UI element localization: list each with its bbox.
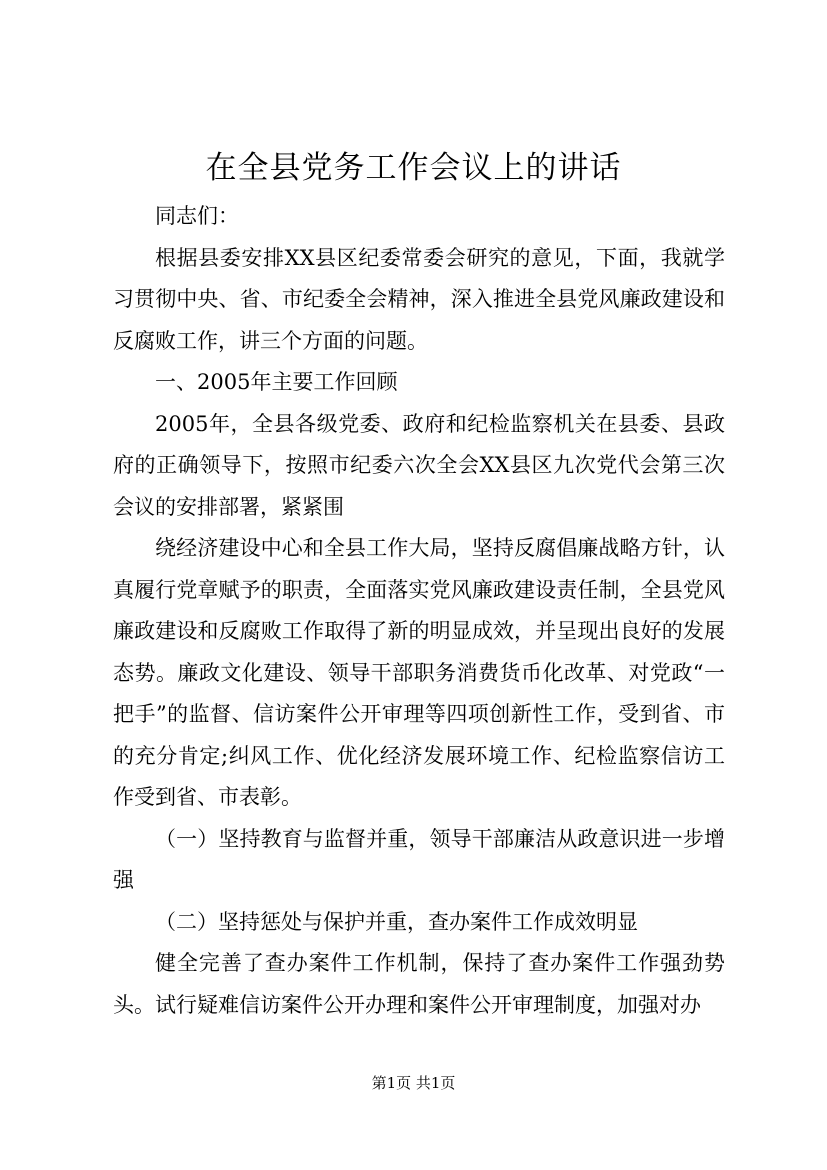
section-heading: 一、2005年主要工作回顾 <box>155 370 398 394</box>
salutation: 同志们： <box>155 204 239 228</box>
document-body <box>113 196 725 1026</box>
paragraph: 健全完善了查办案件工作机制，保持了查办案件工作强劲势头。试行疑难信访案件公开办理和案件公开审理制度，加强对办 <box>113 951 725 1017</box>
subsection-heading: （一）坚持教育与监督并重，领导干部廉洁从政意识进一步增强 <box>113 826 725 892</box>
document-title: 在全县党务工作会议上的讲话 <box>205 150 622 186</box>
paragraph-intro: 根据县委安排XX县区纪委常委会研究的意见，下面，我就学习贯彻中央、省、市纪委全会精神，深入推进全县党风廉政建设和反腐败工作，讲三个方面的问题。 <box>113 245 725 353</box>
paragraph: 绕经济建设中心和全县工作大局，坚持反腐倡廉战略方针，认真履行党章赋予的职责，全面落实党风廉政建设责任制，全县党风廉政建设和反腐败工作取得了新的明显成效，并呈现出良好的发展态势。廉政文化建设、领导干部职务消费货币化改革、对党政“一把手”的监督、信访案件公开审理等四项创新性工作，受到省、市的充分肯定;纠风工作、优化经济发展环境工作、纪检监察信访工作受到省、市表彰。 <box>113 536 725 809</box>
paragraph: 2005年，全县各级党委、政府和纪检监察机关在县委、县政府的正确领导下，按照市纪委六次全会XX县区九次党代会第三次会议的安排部署，紧紧围 <box>113 411 725 519</box>
subsection-heading: （二）坚持惩处与保护并重，查办案件工作成效明显 <box>155 909 638 934</box>
page-footer: 第1页 共1页 <box>371 1074 456 1092</box>
